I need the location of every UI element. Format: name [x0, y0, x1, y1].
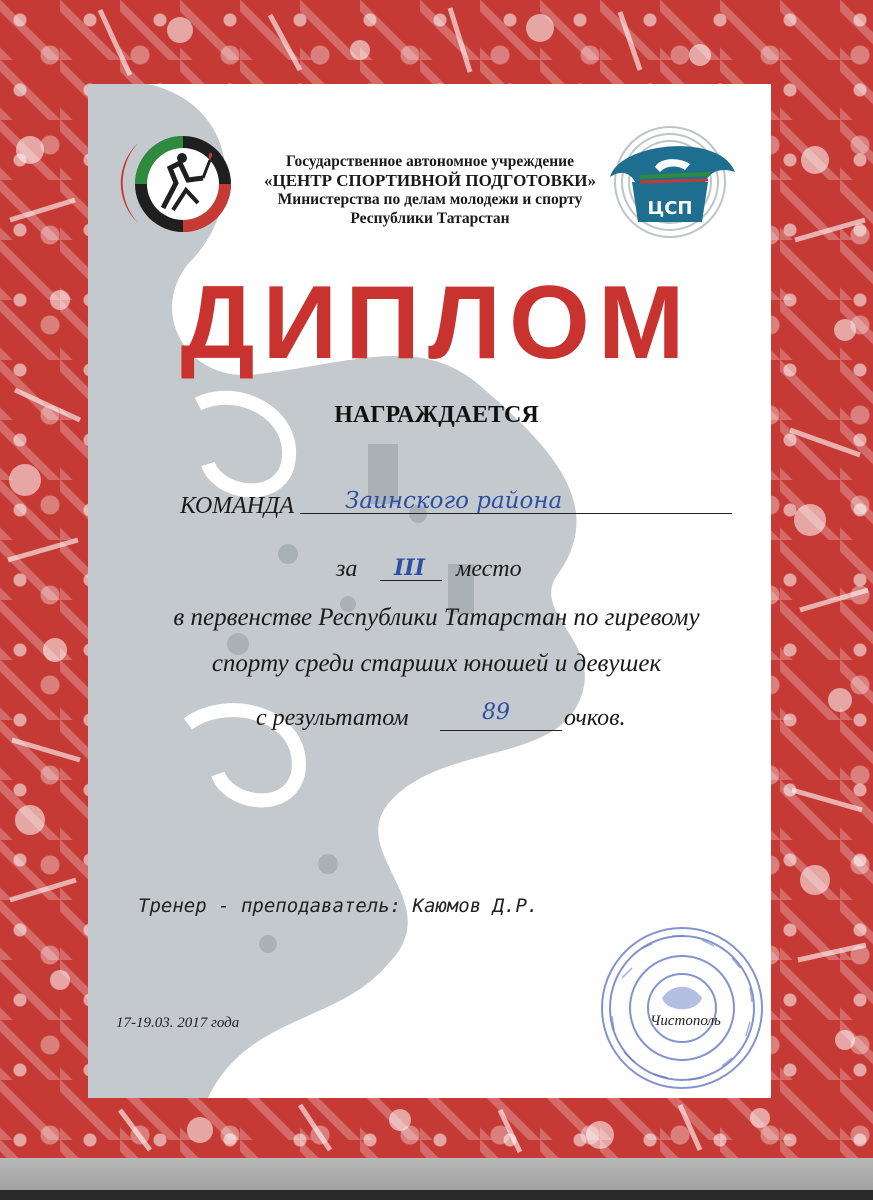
- sports-center-logo: [118, 128, 248, 240]
- team-value: Заинского района: [345, 488, 563, 514]
- team-label: КОМАНДА: [180, 493, 295, 519]
- result-suffix: очков.: [564, 705, 626, 731]
- result-underline: [440, 730, 562, 731]
- place-prefix: за: [336, 556, 358, 582]
- organization-name: [250, 152, 610, 228]
- place-value: III: [394, 555, 425, 581]
- csp-logo-text: ЦСП: [647, 198, 693, 219]
- place-suffix: место: [456, 556, 522, 582]
- org-line-4: Республики Татарстан: [350, 210, 510, 227]
- event-line-1: в первенстве Республики Татарстан по гиревому: [173, 604, 700, 631]
- org-line-2: «ЦЕНТР СПОРТИВНОЙ ПОДГОТОВКИ»: [263, 171, 597, 190]
- city: Чистополь: [650, 1013, 721, 1029]
- scan-edge-dark: [0, 1190, 873, 1200]
- csp-logo: [600, 122, 750, 242]
- event-line-2: спорту среди старших юношей и девушек: [211, 650, 662, 677]
- official-stamp: [592, 918, 772, 1098]
- awarded-heading: НАГРАЖДАЕТСЯ: [334, 402, 539, 428]
- result-value: 89: [482, 700, 510, 725]
- org-line-3: Министерства по делам молодежи и спорту: [277, 191, 583, 208]
- result-prefix: с результатом: [256, 705, 409, 731]
- org-line-1: Государственное автономное учреждение: [286, 153, 574, 170]
- diploma-title: ДИПЛОМ: [180, 265, 693, 381]
- date: 17-19.03. 2017 года: [116, 1015, 240, 1031]
- coach-line: Тренер - преподаватель: Каюмов Д.Р.: [138, 895, 539, 917]
